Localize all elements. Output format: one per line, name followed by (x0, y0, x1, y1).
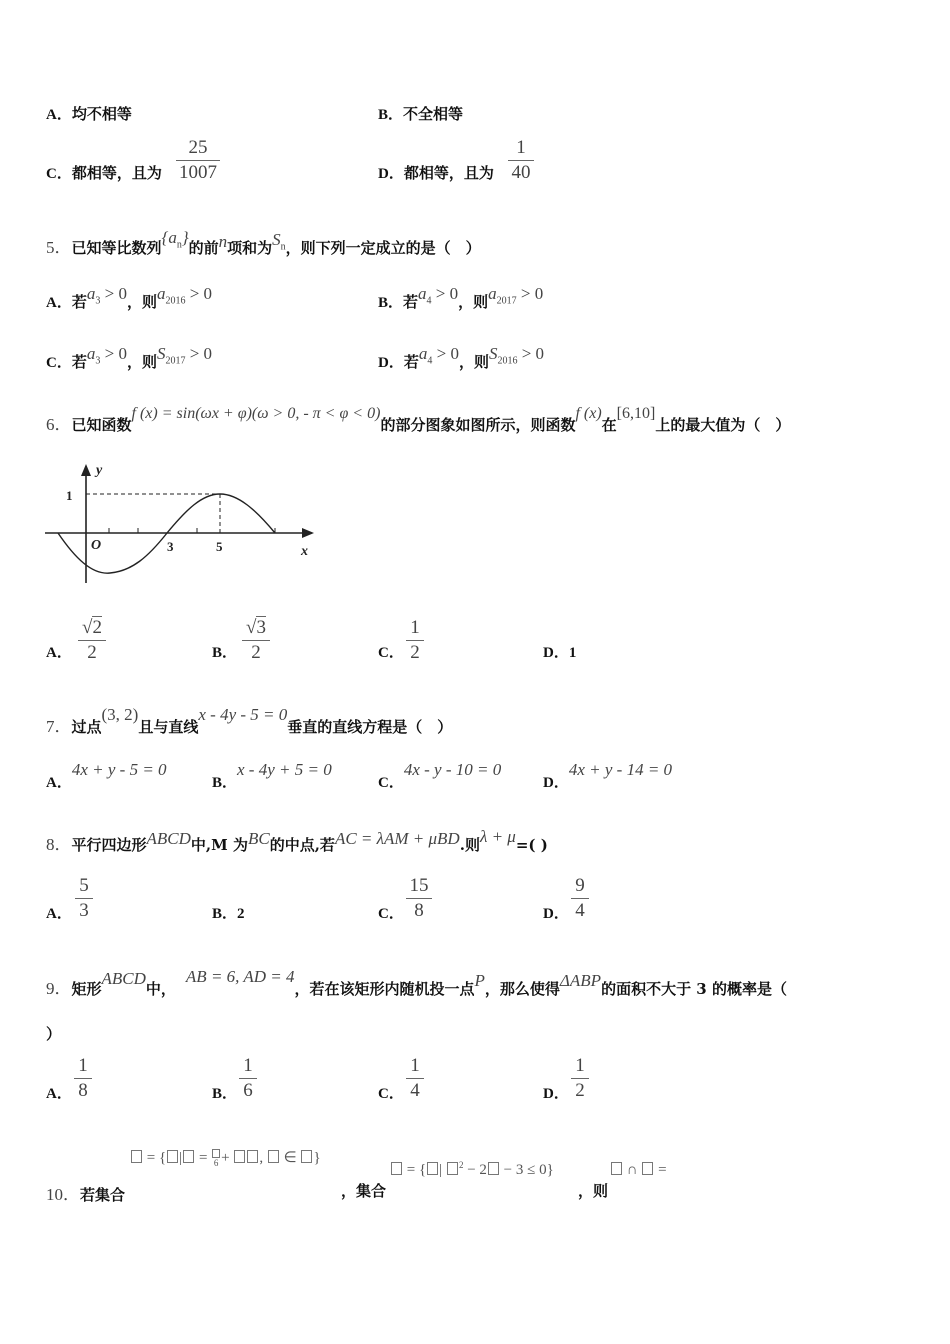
math-line: x - 4y - 5 = 0 (198, 705, 288, 724)
math-p: P (474, 971, 485, 990)
numerator: 1 (78, 1055, 88, 1076)
q9-b-fraction (239, 1055, 257, 1102)
denominator: 4 (575, 900, 585, 921)
option-label: D． (543, 1086, 569, 1102)
option-label: C． (378, 906, 404, 922)
q8-d-fraction (571, 875, 589, 922)
option-label: A． (46, 295, 72, 311)
option-math: $a_4 > 0$ (418, 344, 459, 367)
math-interval: [6,10] (616, 405, 656, 422)
question-number: 5． (46, 238, 72, 257)
math-n: n (218, 232, 228, 251)
q9-option-d[interactable] (543, 1082, 569, 1103)
q6-a-fraction: √2 2 (78, 617, 106, 664)
option-text: 若 (403, 293, 419, 311)
question-number: 7． (46, 717, 72, 736)
q6-stem (46, 405, 791, 435)
stem-text: ，则下列一定成立的是（ ） (285, 239, 481, 257)
option-label: A． (46, 775, 72, 791)
option-equation: 4x - y - 10 = 0 (403, 760, 502, 779)
stem-text: 平行四边形 (71, 836, 147, 854)
q7-option-b[interactable] (212, 760, 332, 792)
q4-d-fraction (508, 137, 534, 184)
q5-option-d[interactable] (378, 344, 545, 374)
math-sum: λ + μ (479, 827, 516, 846)
origin-label: O (91, 538, 102, 553)
option-text: 若 (71, 353, 87, 371)
denominator: 6 (243, 1080, 253, 1101)
q8-option-c[interactable] (378, 902, 404, 923)
numerator: 1 (410, 1055, 420, 1076)
option-label: B． (212, 645, 238, 661)
stem-text: 的中点,若 (269, 836, 335, 854)
numerator: 25 (188, 137, 208, 158)
question-number: 6． (46, 415, 72, 434)
q5-option-c[interactable] (46, 344, 213, 374)
option-label: B． (212, 775, 238, 791)
option-label: D． (543, 906, 569, 922)
q8-c-fraction (406, 875, 432, 922)
stem-text: 且与直线 (138, 718, 199, 736)
denominator: 2 (251, 642, 261, 663)
q8-stem (46, 827, 548, 855)
q7-option-d[interactable] (543, 760, 673, 792)
stem-text: 的面积不大于 3 的概率是（ (601, 980, 787, 998)
x-label: x (301, 544, 308, 559)
q9-stem (46, 967, 787, 999)
stem-text: 的前 (188, 239, 219, 257)
q4-option-b[interactable] (378, 103, 463, 124)
q9-a-fraction (74, 1055, 92, 1102)
numerator: 15 (409, 875, 429, 896)
stem-text: 垂直的直线方程是（ ） (287, 718, 453, 736)
option-text: 均不相等 (71, 105, 132, 123)
math-triangle: ΔABP (559, 971, 602, 990)
option-equation: 4x + y - 14 = 0 (568, 760, 673, 779)
option-label: C． (378, 645, 404, 661)
option-equation: x - 4y + 5 = 0 (237, 760, 332, 779)
question-number: 9． (46, 979, 72, 998)
math-abcd: ABCD (101, 969, 146, 988)
denominator: 3 (79, 900, 89, 921)
math-vector-eq: AC = λAM + μBD (334, 829, 460, 848)
q5-option-a[interactable] (46, 284, 213, 314)
stem-text: ，集合 (341, 1182, 387, 1200)
radicand: 2 (92, 617, 102, 638)
option-math: $a_{2016} > 0$ (156, 284, 213, 307)
math-function: f (x) = sin(ωx + φ)(ω > 0, - π < φ < 0) (131, 405, 381, 422)
option-label: A． (46, 107, 72, 123)
denominator: 1007 (179, 162, 217, 183)
stem-text: 若集合 (80, 1186, 126, 1204)
q10-stem (46, 1180, 125, 1205)
option-text: 2 (237, 906, 245, 922)
x-axis-arrow-icon (302, 528, 314, 538)
y-axis-arrow-icon (81, 464, 91, 476)
option-label: D． (543, 645, 569, 661)
q7-option-c[interactable] (378, 760, 502, 792)
numerator: 5 (79, 875, 89, 896)
q9-option-a[interactable] (46, 1082, 72, 1103)
stem-text: ） (46, 1025, 62, 1043)
math-fx: f (x) (575, 405, 602, 422)
option-label: C． (378, 775, 404, 791)
option-label: A． (46, 645, 72, 661)
stem-text: 过点 (71, 718, 102, 736)
option-label: D． (543, 775, 569, 791)
stem-text: 矩形 (71, 980, 102, 998)
option-math: $a_3 > 0$ (86, 284, 127, 307)
stem-text: 项和为 (227, 239, 273, 257)
option-label: C． (46, 166, 72, 182)
y-label: y (96, 463, 103, 478)
option-text: ，则 (126, 293, 157, 311)
option-label: C． (46, 355, 72, 371)
option-text: 1 (568, 645, 577, 661)
q10-stem-2 (341, 1180, 386, 1201)
q10-set-a-image: = { | = 6 + , ∈ } (130, 1148, 321, 1168)
stem-text: ，那么使得 (484, 980, 560, 998)
q6-sine-graph (40, 458, 330, 588)
question-number: 8． (46, 835, 72, 854)
math-bc: BC (247, 829, 270, 848)
option-math: $S_{2016} > 0$ (488, 344, 545, 367)
option-label: A． (46, 906, 72, 922)
stem-text: 已知函数 (71, 416, 132, 434)
math-sequence: $\{a_n\}$ (161, 228, 189, 251)
stem-text: 中,M 为 (190, 836, 248, 854)
numerator: 1 (516, 137, 526, 158)
stem-text: ，若在该矩形内随机投一点 (294, 980, 475, 998)
denominator: 8 (414, 900, 424, 921)
q5-option-b[interactable] (378, 284, 544, 314)
option-text: 都相等，且为 (71, 164, 162, 182)
option-text: 若 (403, 353, 419, 371)
q10-intersection-image: ∩ = (610, 1162, 667, 1179)
option-equation: 4x + y - 5 = 0 (71, 760, 167, 779)
option-label: C． (378, 1086, 404, 1102)
option-text: 若 (71, 293, 87, 311)
q8-option-a[interactable] (46, 902, 72, 923)
x-tick-label-3: 3 (167, 539, 174, 554)
option-math: $a_{2017} > 0$ (488, 284, 544, 307)
q9-stem-cont (46, 1023, 61, 1044)
radicand: 3 (256, 617, 266, 638)
option-label: B． (212, 906, 238, 922)
q9-d-fraction (571, 1055, 589, 1102)
option-label: B． (378, 107, 404, 123)
option-label: A． (46, 1086, 72, 1102)
q4-c-fraction (176, 137, 220, 184)
option-label: B． (212, 1086, 238, 1102)
q5-stem (46, 228, 481, 260)
option-label: B． (378, 295, 404, 311)
q6-c-fraction (406, 617, 424, 664)
q8-a-fraction (75, 875, 93, 922)
q7-option-a[interactable] (46, 760, 167, 792)
stem-text: 的部分图象如图所示，则函数 (380, 416, 576, 434)
option-text: ，则 (458, 353, 489, 371)
q9-option-b[interactable] (212, 1082, 237, 1103)
math-sides: AB = 6, AD = 4 (185, 967, 295, 986)
question-number: 10． (46, 1185, 80, 1204)
q8-option-d[interactable] (543, 902, 569, 923)
denominator: 2 (87, 642, 97, 663)
y-tick-label: 1 (66, 488, 73, 503)
denominator: 2 (575, 1080, 585, 1101)
math-sn: $S_n$ (272, 230, 286, 253)
q6-b-fraction: √3 2 (242, 617, 270, 664)
denominator: 8 (78, 1080, 88, 1101)
option-text: 都相等，且为 (403, 164, 494, 182)
option-label: D． (378, 355, 404, 371)
stem-text: 在 (601, 416, 617, 434)
math-abcd: ABCD (146, 829, 191, 848)
q6-option-a[interactable] (46, 641, 72, 662)
q4-option-d[interactable] (378, 162, 494, 183)
option-math: $a_4 > 0$ (418, 284, 459, 307)
q4-option-a[interactable] (46, 103, 132, 124)
q6-option-d[interactable] (543, 641, 576, 662)
q6-option-b[interactable] (212, 641, 237, 662)
q6-option-c[interactable] (378, 641, 404, 662)
numerator: 1 (575, 1055, 585, 1076)
stem-text: .则 (459, 836, 480, 854)
stem-text: ，则 (578, 1182, 609, 1200)
stem-text: 上的最大值为（ ） (655, 416, 791, 434)
numerator: 9 (575, 875, 585, 896)
option-label: D． (378, 166, 404, 182)
q9-option-c[interactable] (378, 1082, 404, 1103)
q7-stem (46, 705, 453, 737)
denominator: 4 (410, 1080, 420, 1101)
math-point: (3, 2) (101, 705, 139, 724)
stem-text: =( ) (515, 836, 548, 854)
option-text: 不全相等 (403, 105, 464, 123)
x-tick-label-5: 5 (216, 539, 223, 554)
stem-text: 已知等比数列 (71, 239, 162, 257)
numerator: 1 (243, 1055, 253, 1076)
option-text: ，则 (458, 293, 489, 311)
stem-text: 中， (145, 980, 176, 998)
q10-set-b-image: = { | $^2$ − 2 − 3 ≤ 0} (390, 1160, 554, 1179)
denominator: 2 (410, 642, 420, 663)
q8-option-b[interactable] (212, 902, 245, 923)
option-math: $a_3 > 0$ (86, 344, 127, 367)
q4-option-c[interactable] (46, 162, 162, 183)
option-text: ，则 (126, 353, 157, 371)
option-math: $S_{2017} > 0$ (156, 344, 213, 367)
denominator: 40 (511, 162, 531, 183)
numerator: 1 (410, 617, 420, 638)
q10-stem-3 (578, 1180, 608, 1201)
q9-c-fraction (406, 1055, 424, 1102)
